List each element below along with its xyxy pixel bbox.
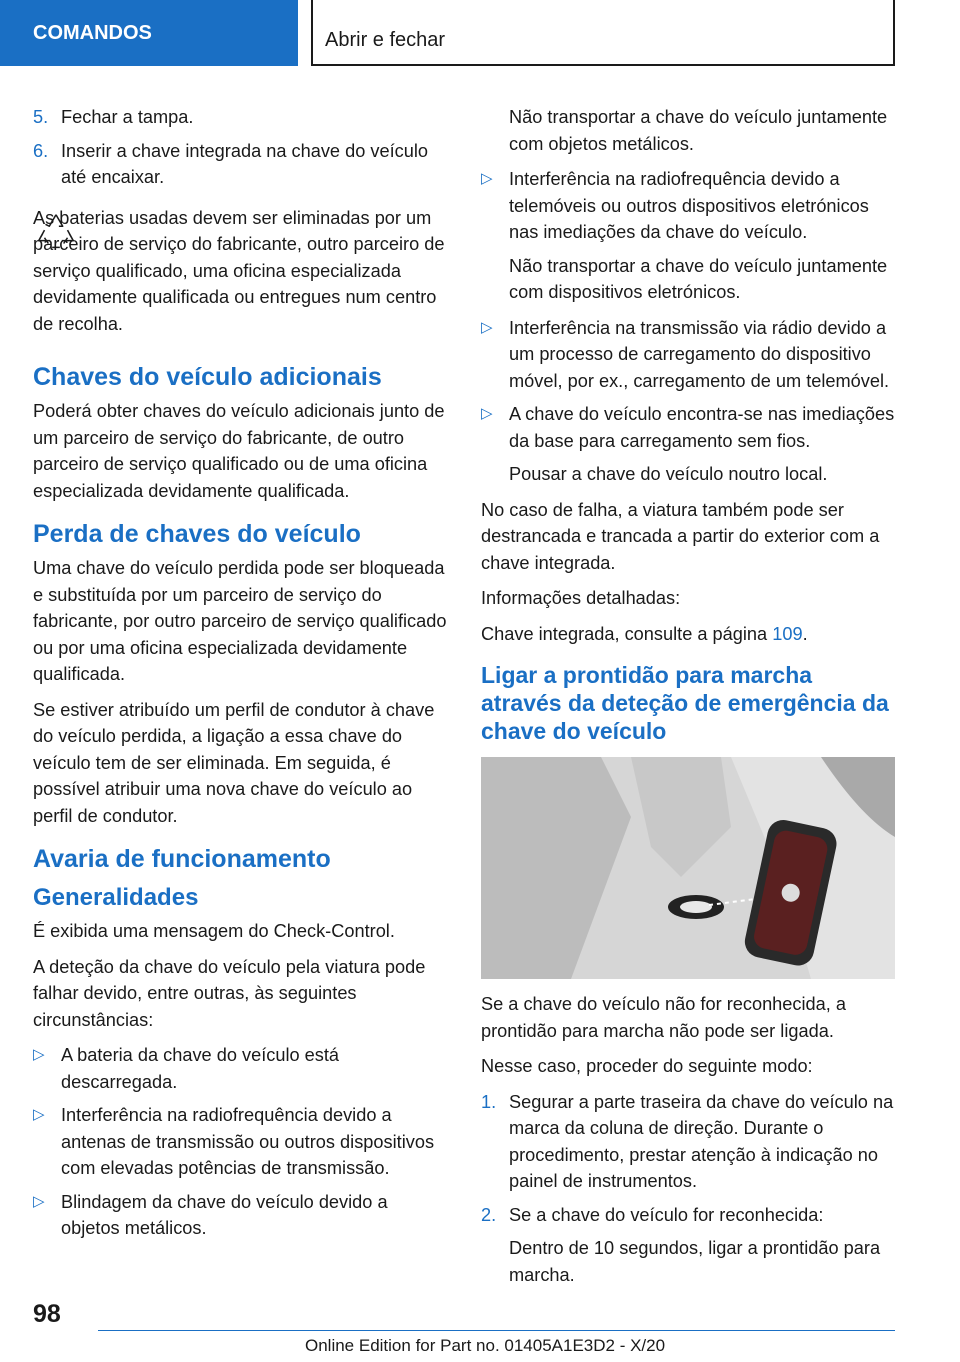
triangle-bullet-icon: ▷ <box>33 1106 45 1123</box>
cross-reference <box>481 621 895 648</box>
heading-lost-keys: Perda de chaves do veículo <box>33 520 361 548</box>
chapter-title: COMANDOS <box>33 21 152 44</box>
paragraph: Nesse caso, proceder do seguinte modo: <box>481 1056 813 1076</box>
left-column <box>33 104 448 1249</box>
header-divider-right <box>893 0 895 66</box>
step-item <box>33 104 448 131</box>
triangle-bullet-icon: ▷ <box>481 170 493 187</box>
list-item <box>33 1042 448 1095</box>
step-text: Fechar a tampa. <box>61 107 194 127</box>
step-text: Segurar a parte traseira da chave do veículo na marca da coluna de direção. Durante o procedimento, prestar atenção à indicação no painel de instrumentos. <box>509 1091 894 1191</box>
paragraph: Poderá obter chaves do veículo adicionais junto de um parceiro de serviço do fabricante, de outro parceiro de serviço qualificado ou de uma oficina especializada devidamente qualificada. <box>33 401 445 501</box>
paragraph: Uma chave do veículo perdida pode ser bloqueada e substituída por um parceiro de serviço do fabricante, por outro parceiro de serviço qualificado ou por uma oficina especializada devidamente qualificada. <box>33 558 447 684</box>
heading-general: Generalidades <box>33 884 199 911</box>
paragraph: Informações detalhadas: <box>481 588 681 608</box>
step-item <box>481 1202 895 1229</box>
list-item <box>481 166 895 246</box>
paragraph: A deteção da chave do veículo pela viatura pode falhar devido, entre outras, às seguintes circunstâncias: <box>33 956 426 1030</box>
step-number: 1. <box>481 1091 497 1112</box>
paragraph: Dentro de 10 segundos, ligar a prontidão para marcha. <box>509 1238 881 1285</box>
chapter-tab <box>0 0 298 66</box>
list-item <box>481 401 895 454</box>
recycle-icon <box>33 209 79 255</box>
list-item <box>33 1102 448 1182</box>
list-item <box>33 1189 448 1242</box>
paragraph: Não transportar a chave do veículo juntamente com objetos metálicos. <box>509 107 888 154</box>
edition-text: Online Edition for Part no. 01405A1E3D2 - X/20 <box>305 1336 666 1355</box>
header-underline <box>311 64 895 66</box>
step-text: Inserir a chave integrada na chave do veículo até encaixar. <box>61 140 429 187</box>
step-text: Se a chave do veículo for reconhecida: <box>509 1204 824 1225</box>
steering-column-key-photo <box>481 757 895 979</box>
list-item <box>481 315 895 395</box>
recycle-note <box>33 205 448 338</box>
triangle-bullet-icon: ▷ <box>481 318 493 336</box>
list-item-text: Interferência na transmissão via rádio devido a um processo de carregamento do dispositivo móvel, por ex., carregamento de um telemóvel. <box>509 317 890 391</box>
step-item <box>481 1089 895 1195</box>
list-item-text: Interferência na radiofrequência devido a telemóveis ou outros dispositivos eletrónicos nas imediações da chave do veículo. <box>509 169 869 242</box>
steering-column-key-illustration <box>481 757 895 979</box>
step-item <box>33 138 448 191</box>
list-item-text: A bateria da chave do veículo está descarregada. <box>61 1045 340 1092</box>
recycle-note-text: As baterias usadas devem ser eliminadas por um parceiro de serviço do fabricante, outro parceiro de serviço qualificado, uma oficina especializada devidamente qualificada ou entregues num centro de recolha. <box>33 207 445 334</box>
triangle-bullet-icon: ▷ <box>33 1192 45 1210</box>
step-number: 2. <box>481 1204 497 1225</box>
page-link[interactable]: 109 <box>772 623 803 644</box>
section-title: Abrir e fechar <box>325 29 446 51</box>
paragraph: Pousar a chave do veículo noutro local. <box>509 464 828 484</box>
paragraph: Se estiver atribuído um perfil de condutor à chave do veículo perdida, a ligação a essa chave do veículo tem de ser eliminada. Em seguida, é possível atribuir uma nova chave do veículo ao perfil de condutor. <box>33 699 435 826</box>
list-item-text: Interferência na radiofrequência devido a antenas de transmissão ou outros dispositivos com elevadas potências de transmissão. <box>61 1105 435 1178</box>
paragraph: Não transportar a chave do veículo juntamente com dispositivos eletrónicos. <box>509 255 888 302</box>
paragraph: Se a chave do veículo não for reconhecida, a prontidão para marcha não pode ser ligada. <box>481 994 847 1041</box>
list-item-text: A chave do veículo encontra-se nas imediações da base para carregamento sem fios. <box>509 404 895 451</box>
paragraph: No caso de falha, a viatura também pode ser destrancada e trancada a partir do exterior com a chave integrada. <box>481 499 880 573</box>
step-number: 5. <box>33 107 49 127</box>
heading-additional-keys: Chaves do veículo adicionais <box>33 363 382 391</box>
heading-malfunction: Avaria de funcionamento <box>33 845 331 873</box>
reference-text: Chave integrada, consulte a página <box>481 623 773 644</box>
list-item-text: Blindagem da chave do veículo devido a objetos metálicos. <box>61 1191 388 1238</box>
triangle-bullet-icon: ▷ <box>481 405 493 422</box>
page-number: 98 <box>33 1300 61 1328</box>
right-column <box>481 104 895 1297</box>
footer-rule <box>98 1330 895 1331</box>
heading-emergency-detection: Ligar a prontidão para marcha através da deteção de emergência da chave do veículo <box>481 662 889 744</box>
reference-end: . <box>802 623 808 644</box>
paragraph: É exibida uma mensagem do Check-Control. <box>33 921 395 941</box>
step-number: 6. <box>33 140 49 161</box>
header-divider <box>311 0 313 66</box>
triangle-bullet-icon: ▷ <box>33 1046 45 1063</box>
